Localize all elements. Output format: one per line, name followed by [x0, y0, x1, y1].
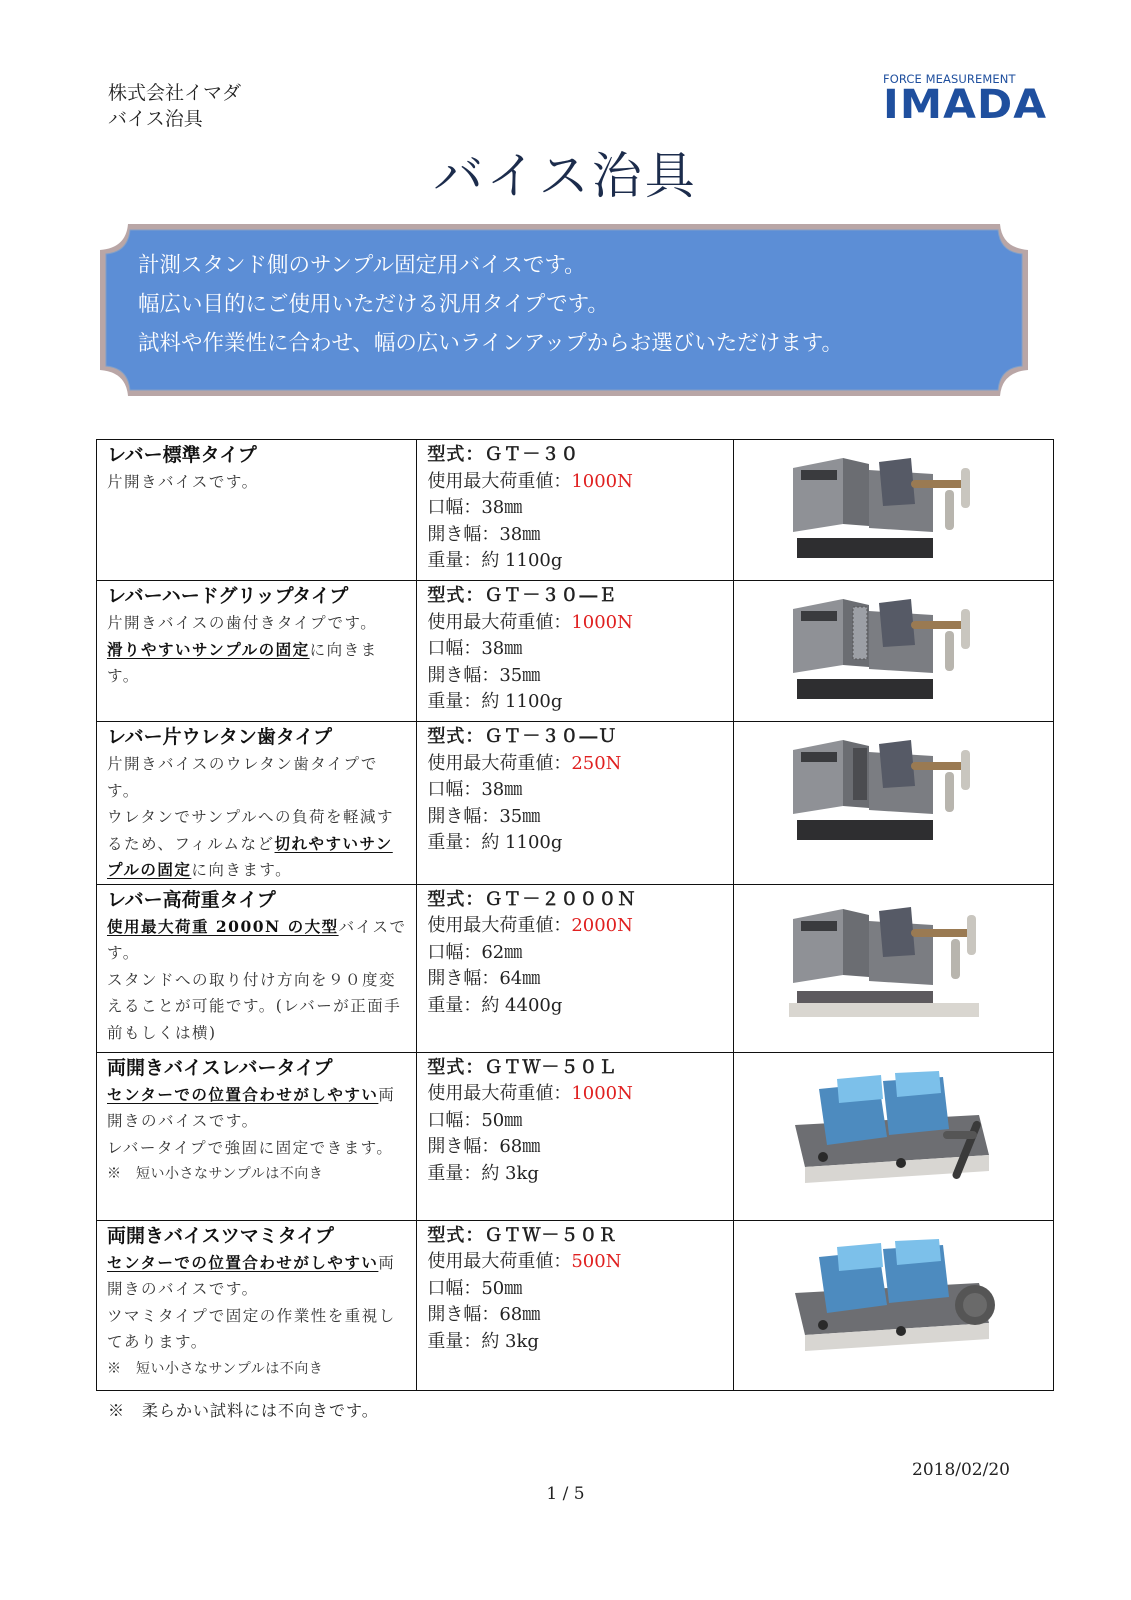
max-load-value: 1000N — [571, 611, 633, 633]
product-spec-cell — [417, 722, 733, 885]
product-image-cell — [733, 581, 1053, 722]
company-name: 株式会社イマダ — [108, 82, 242, 104]
max-load — [427, 610, 724, 637]
banner-line: 計測スタンド側のサンプル固定用バイスです。 — [138, 253, 586, 278]
max-load — [427, 751, 724, 778]
banner-text — [138, 246, 843, 363]
product-type-cell — [97, 722, 417, 885]
product-image-cell — [733, 884, 1053, 1052]
product-image-cell — [733, 1220, 1053, 1390]
model-number: 型式：ＧＴ－３０―Ｕ — [427, 726, 618, 747]
weight: 重量：約 1100g — [427, 832, 563, 853]
product-image-cell — [733, 1052, 1053, 1220]
jaw-width: 口幅：38㎜ — [427, 779, 523, 800]
product-type: 両開きバイスレバータイプ — [107, 1056, 333, 1079]
banner-line: 試料や作業性に合わせ、幅の広いラインアップからお選びいただけます。 — [138, 331, 843, 356]
page-title: バイス治具 — [433, 147, 698, 205]
description-text: に向きます。 — [191, 861, 293, 879]
max-load-label: 使用最大荷重値： — [427, 611, 572, 633]
emphasis-text: センターでの位置合わせがしやすい — [107, 1084, 379, 1104]
banner-line: 幅広い目的にご使用いただける汎用タイプです。 — [138, 292, 609, 317]
description-text: レバータイプで強固に固定できます。 — [107, 1138, 394, 1157]
max-load — [427, 913, 724, 940]
product-description — [107, 914, 408, 1047]
page-number: 1 / 5 — [546, 1484, 585, 1504]
description-text: 両開きのバイスです。 — [107, 1253, 396, 1298]
document-label: バイス治具 — [108, 108, 203, 130]
model-number: 型式：ＧＴ－３０ — [427, 444, 580, 465]
note-text: ※ 短い小さなサンプルは不向き — [107, 1166, 324, 1182]
weight: 重量：約 1100g — [427, 691, 563, 712]
weight: 重量：約 1100g — [427, 550, 563, 571]
max-load — [427, 469, 724, 496]
opening-width: 開き幅：35㎜ — [427, 664, 541, 686]
description-text: スタンドへの取り付け方向を９０度変えることが可能です。(レバーが正面手前もしくは横) — [107, 970, 402, 1042]
max-load-value: 250N — [571, 752, 622, 774]
emphasis-text: センターでの位置合わせがしやすい — [107, 1252, 379, 1272]
vise-image — [783, 1227, 1003, 1357]
note-text: ※ 短い小さなサンプルは不向き — [107, 1360, 324, 1377]
product-description — [107, 610, 408, 690]
product-image-cell — [733, 440, 1053, 581]
max-load-value: 2000N — [571, 915, 633, 936]
jaw-width: 口幅：50㎜ — [427, 1277, 523, 1299]
vise-image — [783, 1059, 1003, 1189]
opening-width: 開き幅：64㎜ — [427, 968, 541, 989]
product-type: 両開きバイスツマミタイプ — [107, 1224, 334, 1247]
vise-image — [783, 446, 1003, 576]
product-type: レバー標準タイプ — [107, 444, 257, 466]
footnote: ※ 柔らかい試料には不向きです。 — [108, 1401, 379, 1420]
jaw-width: 口幅：38㎜ — [427, 638, 523, 659]
product-type: レバー片ウレタン歯タイプ — [107, 726, 332, 748]
description-text: 片開きバイスのウレタン歯タイプです。 — [107, 755, 378, 800]
description-text: に向きます。 — [107, 640, 378, 685]
model-number: 型式：ＧＴＷ－５０Ｌ — [427, 1056, 618, 1078]
weight: 重量：約 3kg — [427, 1162, 539, 1184]
jaw-width: 口幅：38㎜ — [427, 497, 523, 518]
jaw-width: 口幅：62㎜ — [427, 941, 523, 963]
max-load-value: 500N — [571, 1251, 622, 1272]
product-row — [97, 581, 1054, 722]
product-type-cell — [97, 1052, 417, 1220]
vise-image — [783, 728, 1003, 858]
product-description — [107, 1250, 408, 1383]
product-table — [96, 439, 1054, 1391]
opening-width: 開き幅：35㎜ — [427, 805, 541, 827]
description-text: 片開きバイスです。 — [107, 473, 259, 491]
product-row — [97, 440, 1054, 581]
product-type: レバー高荷重タイプ — [107, 888, 276, 911]
product-type-cell — [97, 581, 417, 722]
weight: 重量：約 3kg — [427, 1330, 539, 1352]
max-load-label: 使用最大荷重値： — [427, 752, 572, 774]
emphasis-text: 切れやすいサンプルの固定 — [107, 833, 393, 879]
description-text: ツマミタイプで固定の作業性を重視してあります。 — [107, 1306, 396, 1351]
product-type-cell — [97, 1220, 417, 1390]
product-spec-cell — [417, 581, 733, 722]
max-load-label: 使用最大荷重値： — [427, 470, 572, 492]
product-type-cell — [97, 884, 417, 1052]
model-number: 型式：ＧＴＷ－５０Ｒ — [427, 1224, 618, 1246]
description-text: ウレタンでサンプルへの負荷を軽減するため、フィルムなど — [107, 808, 394, 853]
product-description — [107, 751, 408, 884]
max-load-label: 使用最大荷重値： — [427, 1251, 572, 1272]
max-load-value: 1000N — [571, 1083, 633, 1104]
product-description — [107, 1082, 408, 1188]
product-type: レバーハードグリップタイプ — [107, 585, 349, 607]
vise-image — [783, 587, 1003, 717]
product-row — [97, 1220, 1054, 1390]
weight: 重量：約 4400g — [427, 994, 563, 1016]
logo-wordmark: IMADA — [883, 82, 1048, 128]
emphasis-text: 滑りやすいサンプルの固定 — [107, 639, 310, 659]
product-row — [97, 1052, 1054, 1220]
opening-width: 開き幅：68㎜ — [427, 1136, 541, 1157]
vise-image — [783, 891, 1003, 1021]
logo-subtitle: FORCE MEASUREMENT — [883, 72, 1016, 86]
product-type-cell — [97, 440, 417, 581]
product-spec-cell — [417, 1220, 733, 1390]
intro-banner — [98, 222, 1030, 398]
opening-width: 開き幅：68㎜ — [427, 1304, 541, 1325]
max-load — [427, 1249, 724, 1276]
description-text: 両開きのバイスです。 — [107, 1085, 396, 1130]
imada-logo — [883, 72, 1048, 128]
product-image-cell — [733, 722, 1053, 885]
jaw-width: 口幅：50㎜ — [427, 1109, 523, 1131]
document-date: 2018/02/20 — [912, 1460, 1010, 1480]
max-load — [427, 1081, 724, 1108]
description-text: バイスです。 — [107, 917, 407, 962]
emphasis-text: 使用最大荷重 2000N の大型 — [107, 916, 339, 936]
product-description — [107, 469, 408, 496]
product-spec-cell — [417, 440, 733, 581]
max-load-label: 使用最大荷重値： — [427, 1083, 572, 1104]
max-load-value: 1000N — [571, 470, 633, 492]
max-load-label: 使用最大荷重値： — [427, 915, 572, 936]
model-number: 型式：ＧＴ－２０００Ｎ — [427, 888, 637, 910]
product-spec-cell — [417, 884, 733, 1052]
model-number: 型式：ＧＴ－３０―Ｅ — [427, 585, 618, 606]
product-row — [97, 884, 1054, 1052]
opening-width: 開き幅：38㎜ — [427, 523, 541, 545]
company-header — [108, 80, 241, 132]
product-row — [97, 722, 1054, 885]
description-text: 片開きバイスの歯付きタイプです。 — [107, 614, 378, 632]
product-spec-cell — [417, 1052, 733, 1220]
